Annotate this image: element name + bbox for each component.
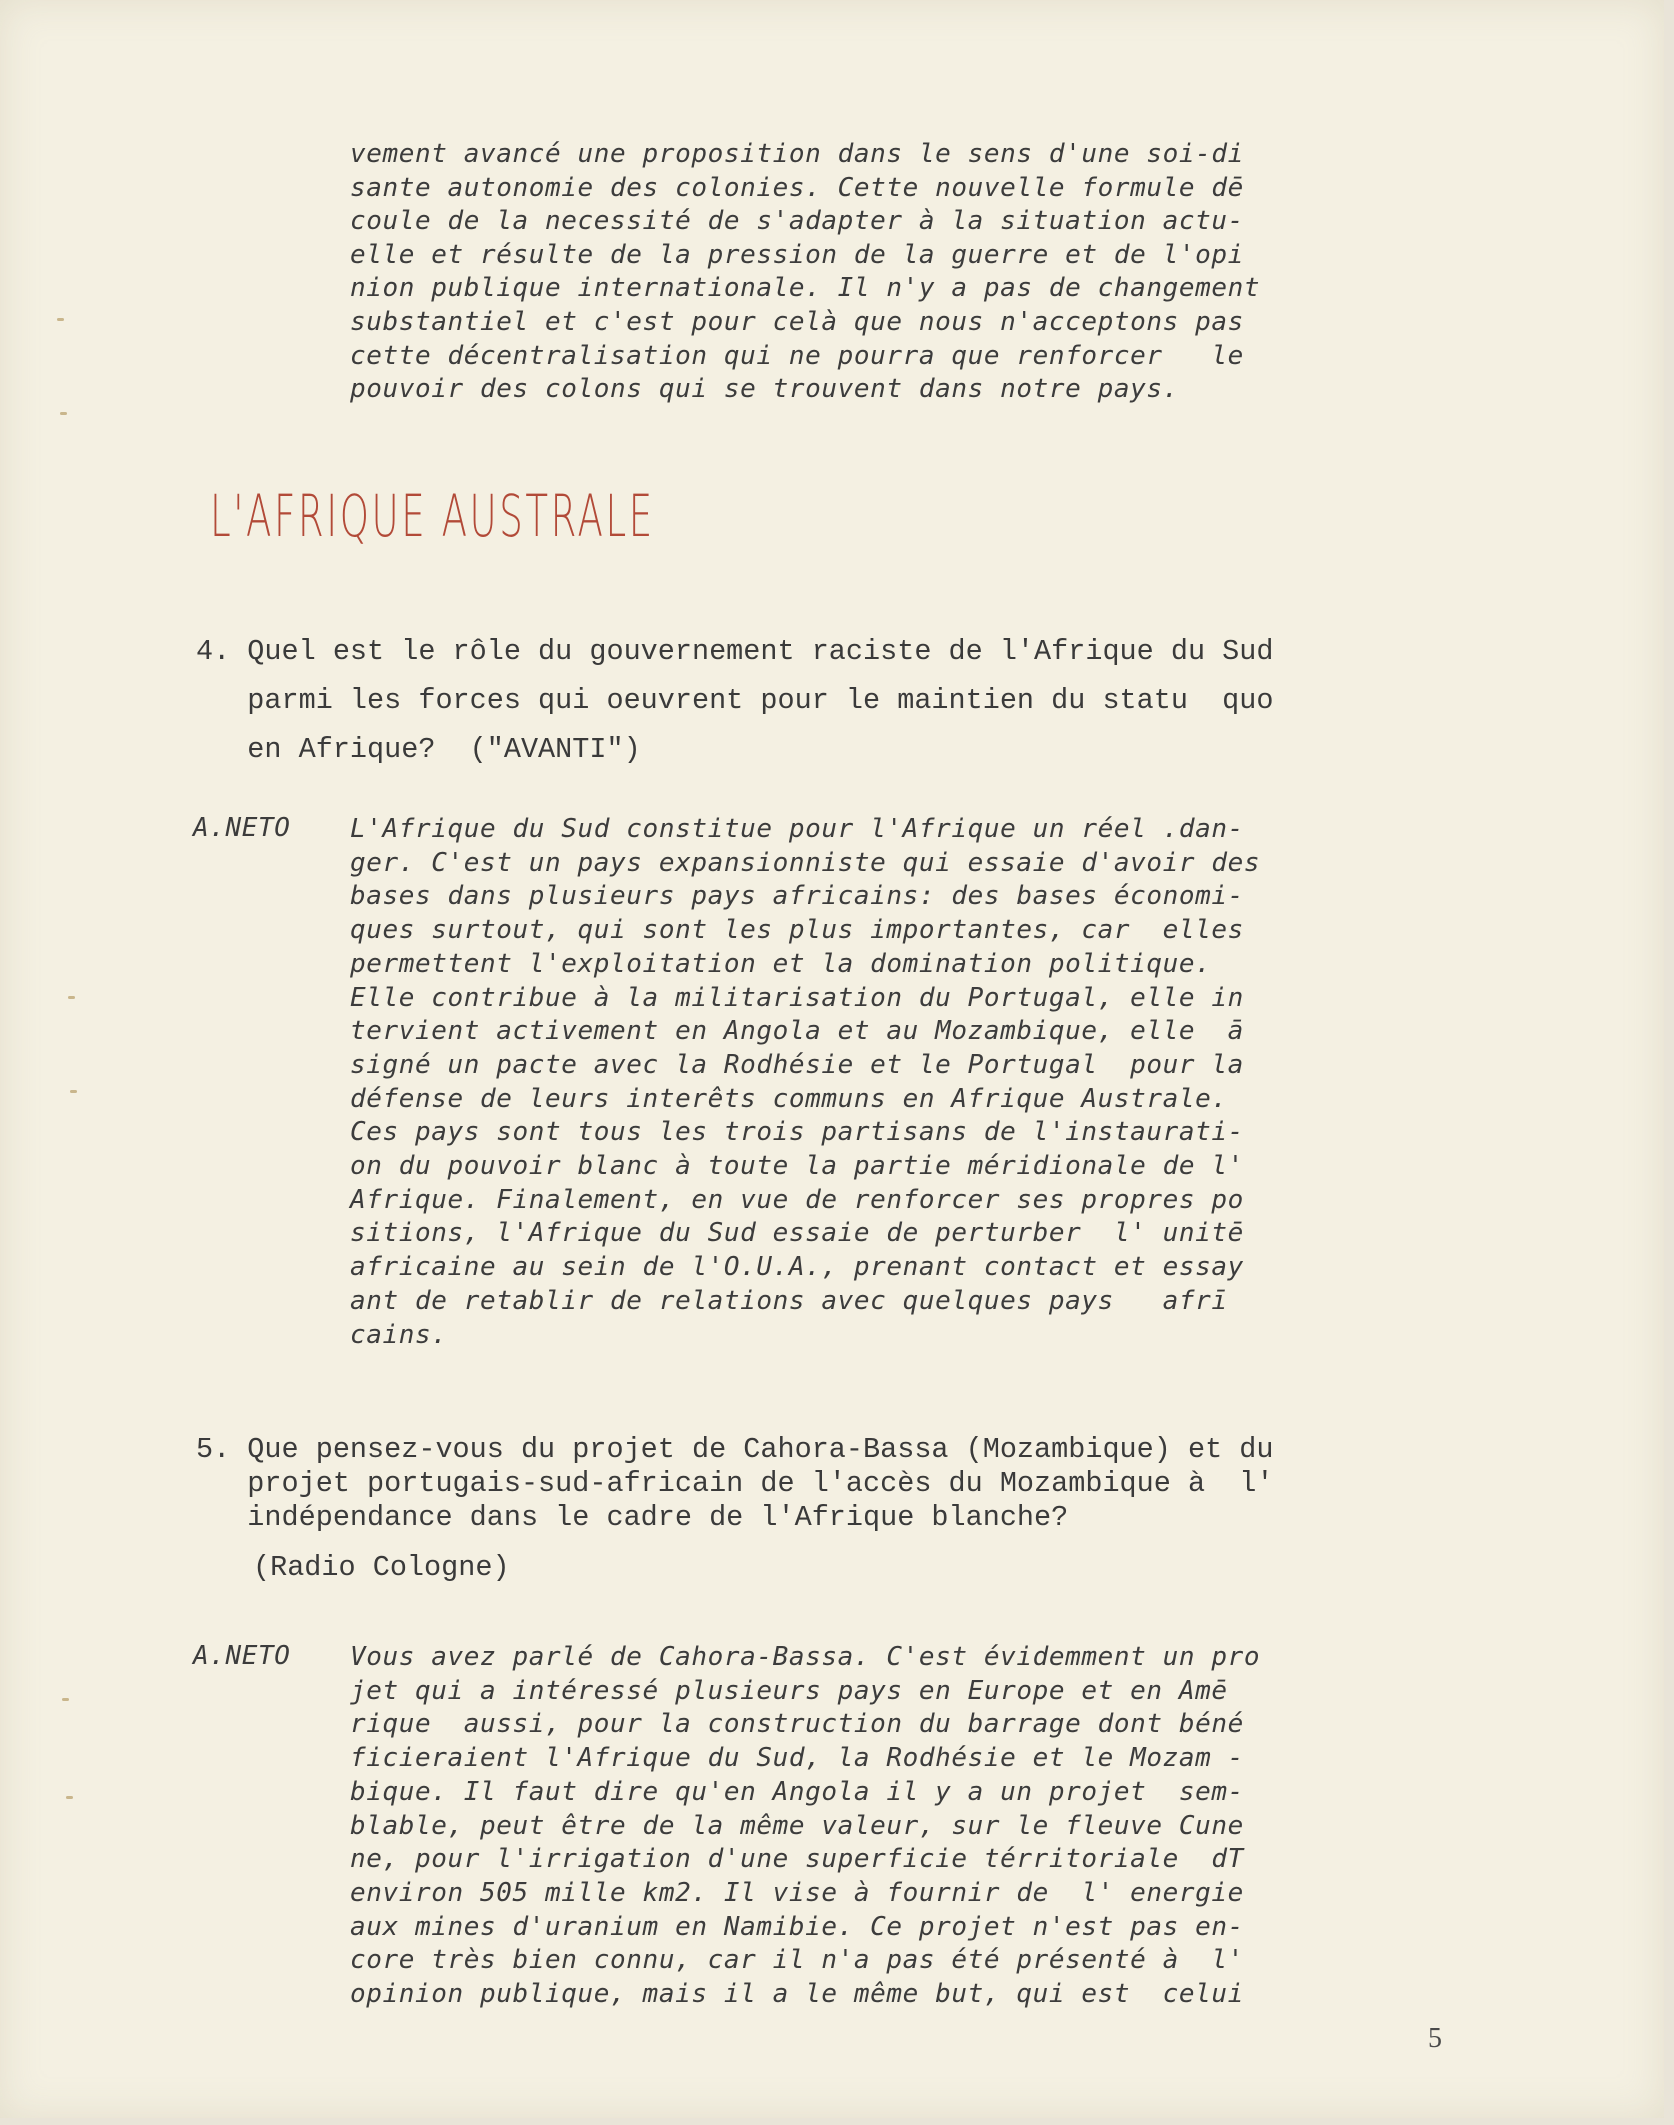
text-line: défense de leurs interêts communs en Afrique Australe. bbox=[350, 1083, 1228, 1114]
text-line: Afrique. Finalement, en vue de renforcer ses propres po bbox=[350, 1184, 1244, 1215]
text-line: substantiel et c'est pour celà que nous n'acceptons pas bbox=[350, 306, 1244, 337]
text-line: pouvoir des colons qui se trouvent dans notre pays. bbox=[350, 374, 1179, 405]
paper-mark bbox=[70, 1090, 77, 1093]
text-line: africaine au sein de l'O.U.A., prenant contact et essay bbox=[350, 1252, 1244, 1283]
text-line: coule de la necessité de s'adapter à la situation actu- bbox=[350, 206, 1244, 237]
text-line: permettent l'exploitation et la domination politique. bbox=[350, 948, 1212, 979]
text-line: ficieraient l'Afrique du Sud, la Rodhésie et le Mozam - bbox=[350, 1743, 1244, 1774]
text-line: signé un pacte avec la Rodhésie et le Portugal pour la bbox=[350, 1049, 1244, 1080]
text-line: ques surtout, qui sont les plus importantes, car elles bbox=[350, 915, 1244, 946]
text-line: opinion publique, mais il a le même but, qui est celui bbox=[350, 1979, 1244, 2010]
text-line: nion publique internationale. Il n'y a pas de changement bbox=[350, 273, 1261, 304]
text-line: environ 505 mille km2. Il vise à fournir de l' energie bbox=[350, 1877, 1244, 1908]
text-line: ger. C'est un pays expansionniste qui essaie d'avoir des bbox=[350, 847, 1261, 878]
text-line: bique. Il faut dire qu'en Angola il y a un projet sem- bbox=[350, 1776, 1244, 1807]
paper-mark bbox=[60, 412, 67, 415]
text-line: on du pouvoir blanc à toute la partie méridionale de l' bbox=[350, 1151, 1244, 1182]
text-line: parmi les forces qui oeuvrent pour le maintien du statu quo bbox=[196, 684, 1274, 717]
text-line: projet portugais-sud-africain de l'accès du Mozambique à l' bbox=[196, 1467, 1274, 1500]
speaker-label: A.NETO bbox=[193, 1641, 291, 1671]
text-line: tervient activement en Angola et au Mozambique, elle ā bbox=[350, 1016, 1244, 1047]
speaker-label: A.NETO bbox=[193, 813, 291, 843]
intro-paragraph bbox=[350, 138, 1260, 407]
text-line: en Afrique? ("AVANTI") bbox=[196, 733, 641, 766]
paper-mark bbox=[57, 318, 64, 321]
page-number: 5 bbox=[1428, 2023, 1442, 2054]
text-line: 4. Quel est le rôle du gouvernement raciste de l'Afrique du Sud bbox=[196, 635, 1274, 668]
answer-4 bbox=[350, 813, 1260, 1352]
paper-mark bbox=[68, 996, 75, 999]
text-line: rique aussi, pour la construction du barrage dont béné bbox=[350, 1709, 1244, 1740]
paper-mark bbox=[62, 1698, 69, 1701]
text-line: cains. bbox=[350, 1319, 448, 1350]
question-5 bbox=[196, 1433, 1273, 1535]
text-line: aux mines d'uranium en Namibie. Ce projet n'est pas en- bbox=[350, 1911, 1244, 1942]
paper-mark bbox=[66, 1796, 73, 1799]
text-line: elle et résulte de la pression de la guerre et de l'opi bbox=[350, 239, 1244, 270]
text-line: 5. Que pensez-vous du projet de Cahora-Bassa (Mozambique) et du bbox=[196, 1433, 1274, 1466]
text-line: indépendance dans le cadre de l'Afrique blanche? bbox=[196, 1501, 1069, 1534]
question-4 bbox=[196, 627, 1273, 774]
text-line: core très bien connu, car il n'a pas été présenté à l' bbox=[350, 1945, 1244, 1976]
text-line: ne, pour l'irrigation d'une superficie térritoriale dT bbox=[350, 1844, 1244, 1875]
text-line: sante autonomie des colonies. Cette nouvelle formule dē bbox=[350, 172, 1244, 203]
text-line: sitions, l'Afrique du Sud essaie de perturber l' unitē bbox=[350, 1218, 1244, 1249]
text-line: ant de retablir de relations avec quelques pays afrī bbox=[350, 1285, 1228, 1316]
text-line: Ces pays sont tous les trois partisans de l'instaurati- bbox=[350, 1117, 1244, 1148]
text-line: bases dans plusieurs pays africains: des bases économi- bbox=[350, 881, 1244, 912]
text-line: cette décentralisation qui ne pourra que renforcer le bbox=[350, 340, 1244, 371]
answer-5 bbox=[350, 1641, 1260, 2012]
text-line: blable, peut être de la même valeur, sur le fleuve Cune bbox=[350, 1810, 1244, 1841]
question-source: (Radio Cologne) bbox=[253, 1551, 510, 1584]
text-line: vement avancé une proposition dans le sens d'une soi-di bbox=[350, 139, 1244, 169]
section-heading: L'AFRIQUE AUSTRALE bbox=[210, 482, 655, 550]
text-line: jet qui a intéressé plusieurs pays en Europe et en Amē bbox=[350, 1675, 1228, 1706]
text-line: L'Afrique du Sud constitue pour l'Afrique un réel .dan- bbox=[350, 814, 1244, 844]
text-line: Elle contribue à la militarisation du Portugal, elle in bbox=[350, 982, 1244, 1013]
text-line: Vous avez parlé de Cahora-Bassa. C'est évidemment un pro bbox=[350, 1642, 1261, 1672]
